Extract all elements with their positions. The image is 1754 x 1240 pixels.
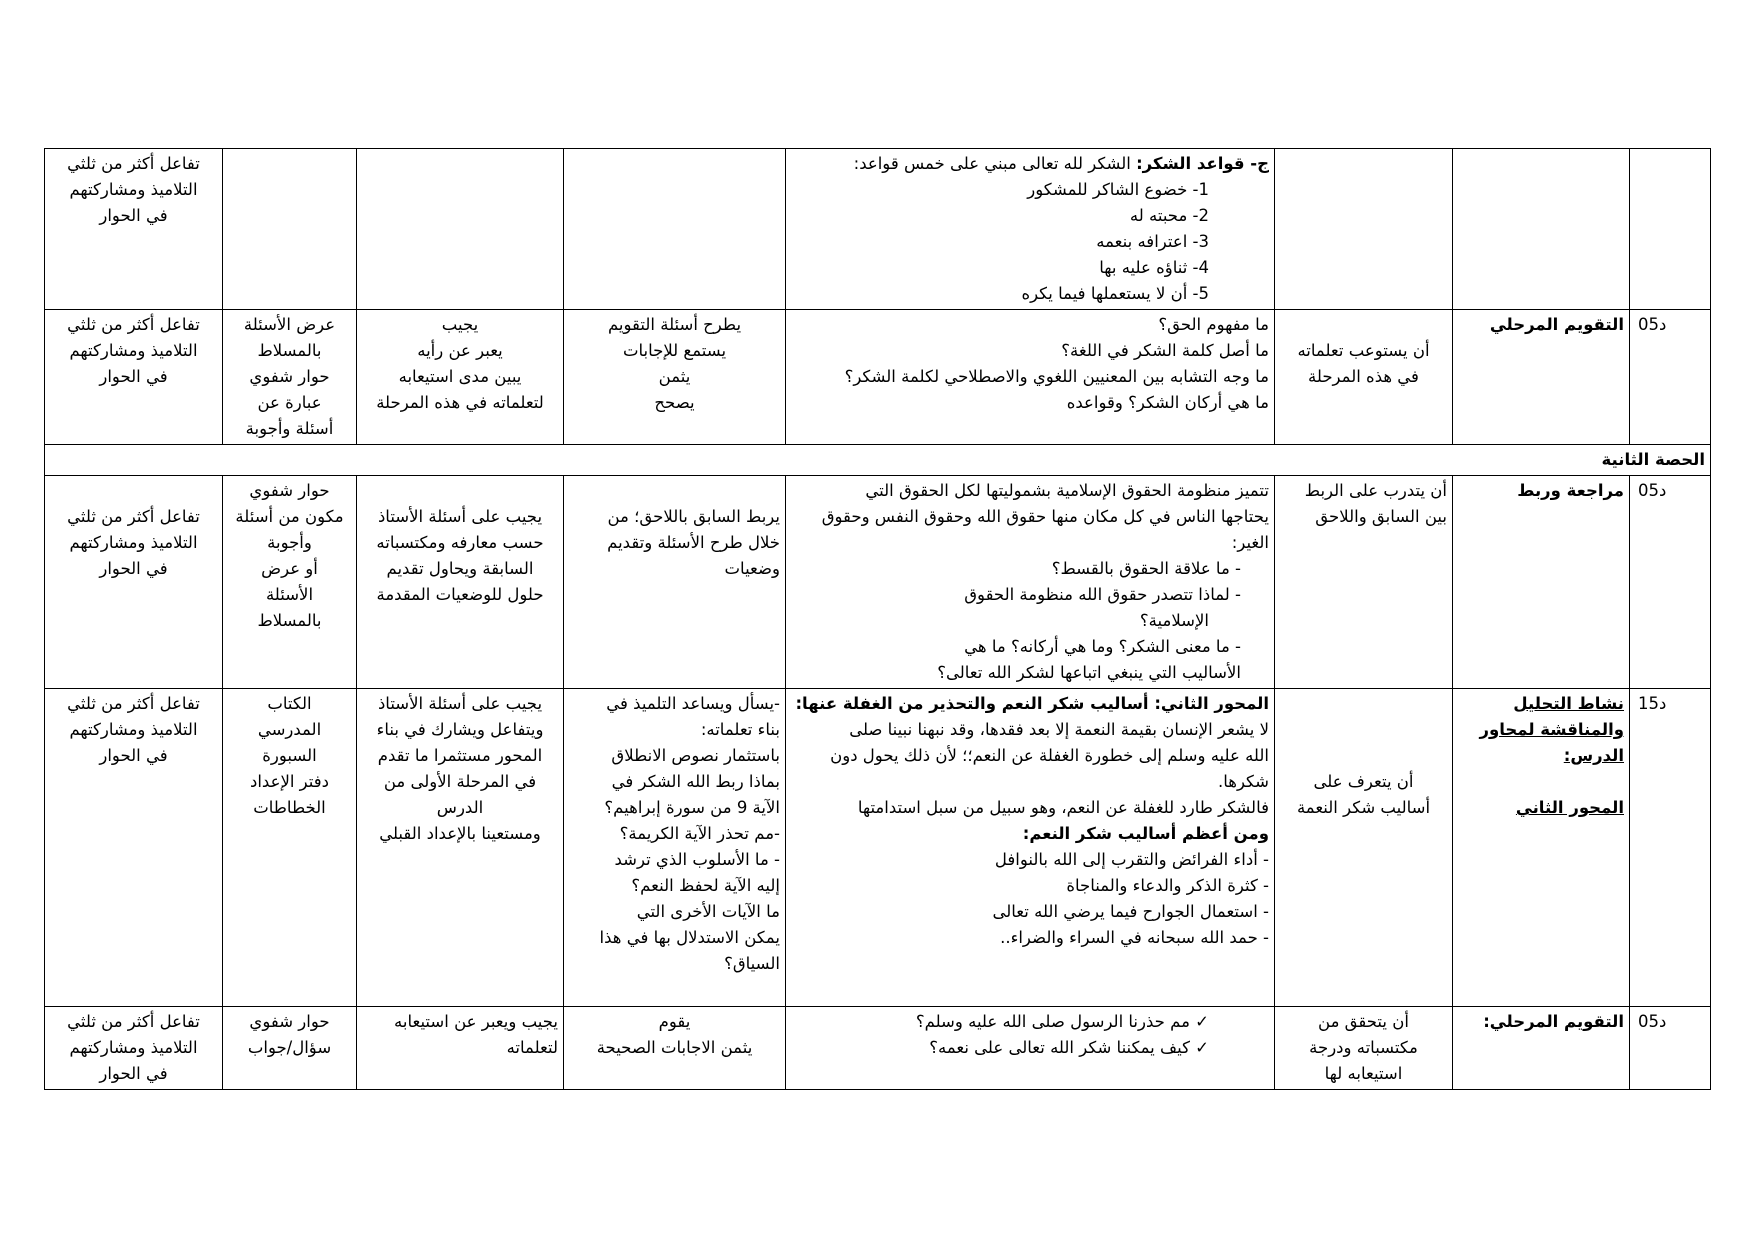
section-title: الحصة الثانية xyxy=(45,445,1711,476)
teacher-activity-cell: يطرح أسئلة التقويم يستمع للإجابات يثمن يصحح xyxy=(564,310,786,445)
evaluation-cell: تفاعل أكثر من ثلثي التلاميذ ومشاركتهم في الحوار xyxy=(45,1007,223,1090)
section-row xyxy=(45,445,1711,476)
table-row xyxy=(45,149,1711,310)
objective-cell: أن يتحقق من مكتسباته ودرجة استيعابه لها xyxy=(1275,1007,1453,1090)
lesson-plan-table xyxy=(44,148,1711,1090)
teacher-activity-cell xyxy=(564,149,786,310)
objective-cell xyxy=(1275,149,1453,310)
evaluation-cell: تفاعل أكثر من ثلثي التلاميذ ومشاركتهم في الحوار xyxy=(45,689,223,1007)
learner-activity-cell: يجيب يعبر عن رأيه يبين مدى استيعابه لتعلماته في هذه المرحلة xyxy=(357,310,564,445)
tools-cell: عرض الأسئلة بالمسلاط حوار شفوي عبارة عن أسئلة وأجوبة xyxy=(223,310,357,445)
learner-activity-cell: يجيب ويعبر عن استيعابه لتعلماته xyxy=(357,1007,564,1090)
content-cell: ✓ مم حذرنا الرسول صلى الله عليه وسلم؟ ✓ كيف يمكننا شكر الله تعالى على نعمه؟ xyxy=(786,1007,1275,1090)
table-row xyxy=(45,1007,1711,1090)
learner-activity-cell: يجيب على أسئلة الأستاذ ويتفاعل ويشارك في بناء المحور مستثمرا ما تقدم في المرحلة الأولى من الدرس ومستعينا بالإعداد القبلي xyxy=(357,689,564,1007)
evaluation-cell: تفاعل أكثر من ثلثي التلاميذ ومشاركتهم في الحوار xyxy=(45,149,223,310)
learner-activity-cell xyxy=(357,149,564,310)
time-cell: 05د xyxy=(1630,1007,1711,1090)
teacher-activity-cell: يقوم يثمن الاجابات الصحيحة xyxy=(564,1007,786,1090)
tools-cell: حوار شفوي مكون من أسئلة وأجوبة أو عرض الأسئلة بالمسلاط xyxy=(223,476,357,689)
content-cell: المحور الثاني: أساليب شكر النعم والتحذير من الغفلة عنها: لا يشعر الإنسان بقيمة النعمة إلا بعد فقدها، وقد نبهنا نبينا صلى الله عليه وسلم إلى خطورة الغفلة عن النعم؛؛ لأن ذلك يحول دون شكرها. فالشكر طارد للغفلة عن النعم، وهو سبيل من سبل استدامتها ومن أعظم أساليب شكر النعم: - أداء الفرائض والتقرب إلى الله بالنوافل - كثرة الذكر والدعاء والمناجاة - استعمال الجوارح فيما يرضي الله تعالى - حمد الله سبحانه في السراء والضراء.. xyxy=(786,689,1275,1007)
tools-cell: الكتاب المدرسي السبورة دفتر الإعداد الخطاطات xyxy=(223,689,357,1007)
tools-cell: حوار شفوي سؤال/جواب xyxy=(223,1007,357,1090)
tools-cell xyxy=(223,149,357,310)
learner-activity-cell: يجيب على أسئلة الأستاذ حسب معارفه ومكتسباته السابقة ويحاول تقديم حلول للوضعيات المقدمة xyxy=(357,476,564,689)
stage-cell: التقويم المرحلي xyxy=(1453,310,1630,445)
objective-cell: أن يستوعب تعلماته في هذه المرحلة xyxy=(1275,310,1453,445)
table-row xyxy=(45,689,1711,1007)
time-cell: 05د xyxy=(1630,476,1711,689)
evaluation-cell: تفاعل أكثر من ثلثي التلاميذ ومشاركتهم في الحوار xyxy=(45,476,223,689)
stage-cell: التقويم المرحلي: xyxy=(1453,1007,1630,1090)
content-cell: ج- قواعد الشكر: الشكر لله تعالى مبني على خمس قواعد: 1- خضوع الشاكر للمشكور 2- محبته له 3- اعترافه بنعمه 4- ثناؤه عليه بها 5- أن لا يستعملها فيما يكره xyxy=(786,149,1275,310)
content-cell: تتميز منظومة الحقوق الإسلامية بشموليتها لكل الحقوق التي يحتاجها الناس في كل مكان منها حقوق الله وحقوق النفس وحقوق الغير: - ما علاقة الحقوق بالقسط؟ - لماذا تتصدر حقوق الله منظومة الحقوق الإسلامية؟ - ما معنى الشكر؟ وما هي أركانه؟ ما هي الأساليب التي ينبغي اتباعها لشكر الله تعالى؟ xyxy=(786,476,1275,689)
time-cell: 15د xyxy=(1630,689,1711,1007)
time-cell: 05د xyxy=(1630,310,1711,445)
stage-cell: نشاط التحليل والمناقشة لمحاور الدرس: المحور الثاني xyxy=(1453,689,1630,1007)
objective-cell: أن يتدرب على الربط بين السابق واللاحق xyxy=(1275,476,1453,689)
teacher-activity-cell: -يسأل ويساعد التلميذ في بناء تعلماته: باستثمار نصوص الانطلاق بماذا ربط الله الشكر في الآية 9 من سورة إبراهيم؟ -مم تحذر الآية الكريمة؟ - ما الأسلوب الذي ترشد إليه الآية لحفظ النعم؟ ما الآيات الأخرى التي يمكن الاستدلال بها في هذا السياق؟ xyxy=(564,689,786,1007)
time-cell xyxy=(1630,149,1711,310)
teacher-activity-cell: يربط السابق باللاحق؛ من خلال طرح الأسئلة وتقديم وضعيات xyxy=(564,476,786,689)
stage-cell: مراجعة وربط xyxy=(1453,476,1630,689)
objective-cell: أن يتعرف على أساليب شكر النعمة xyxy=(1275,689,1453,1007)
table-row xyxy=(45,310,1711,445)
evaluation-cell: تفاعل أكثر من ثلثي التلاميذ ومشاركتهم في الحوار xyxy=(45,310,223,445)
table-row xyxy=(45,476,1711,689)
stage-cell xyxy=(1453,149,1630,310)
content-cell: ما مفهوم الحق؟ ما أصل كلمة الشكر في اللغة؟ ما وجه التشابه بين المعنيين اللغوي والاصطلاحي لكلمة الشكر؟ ما هي أركان الشكر؟ وقواعده xyxy=(786,310,1275,445)
